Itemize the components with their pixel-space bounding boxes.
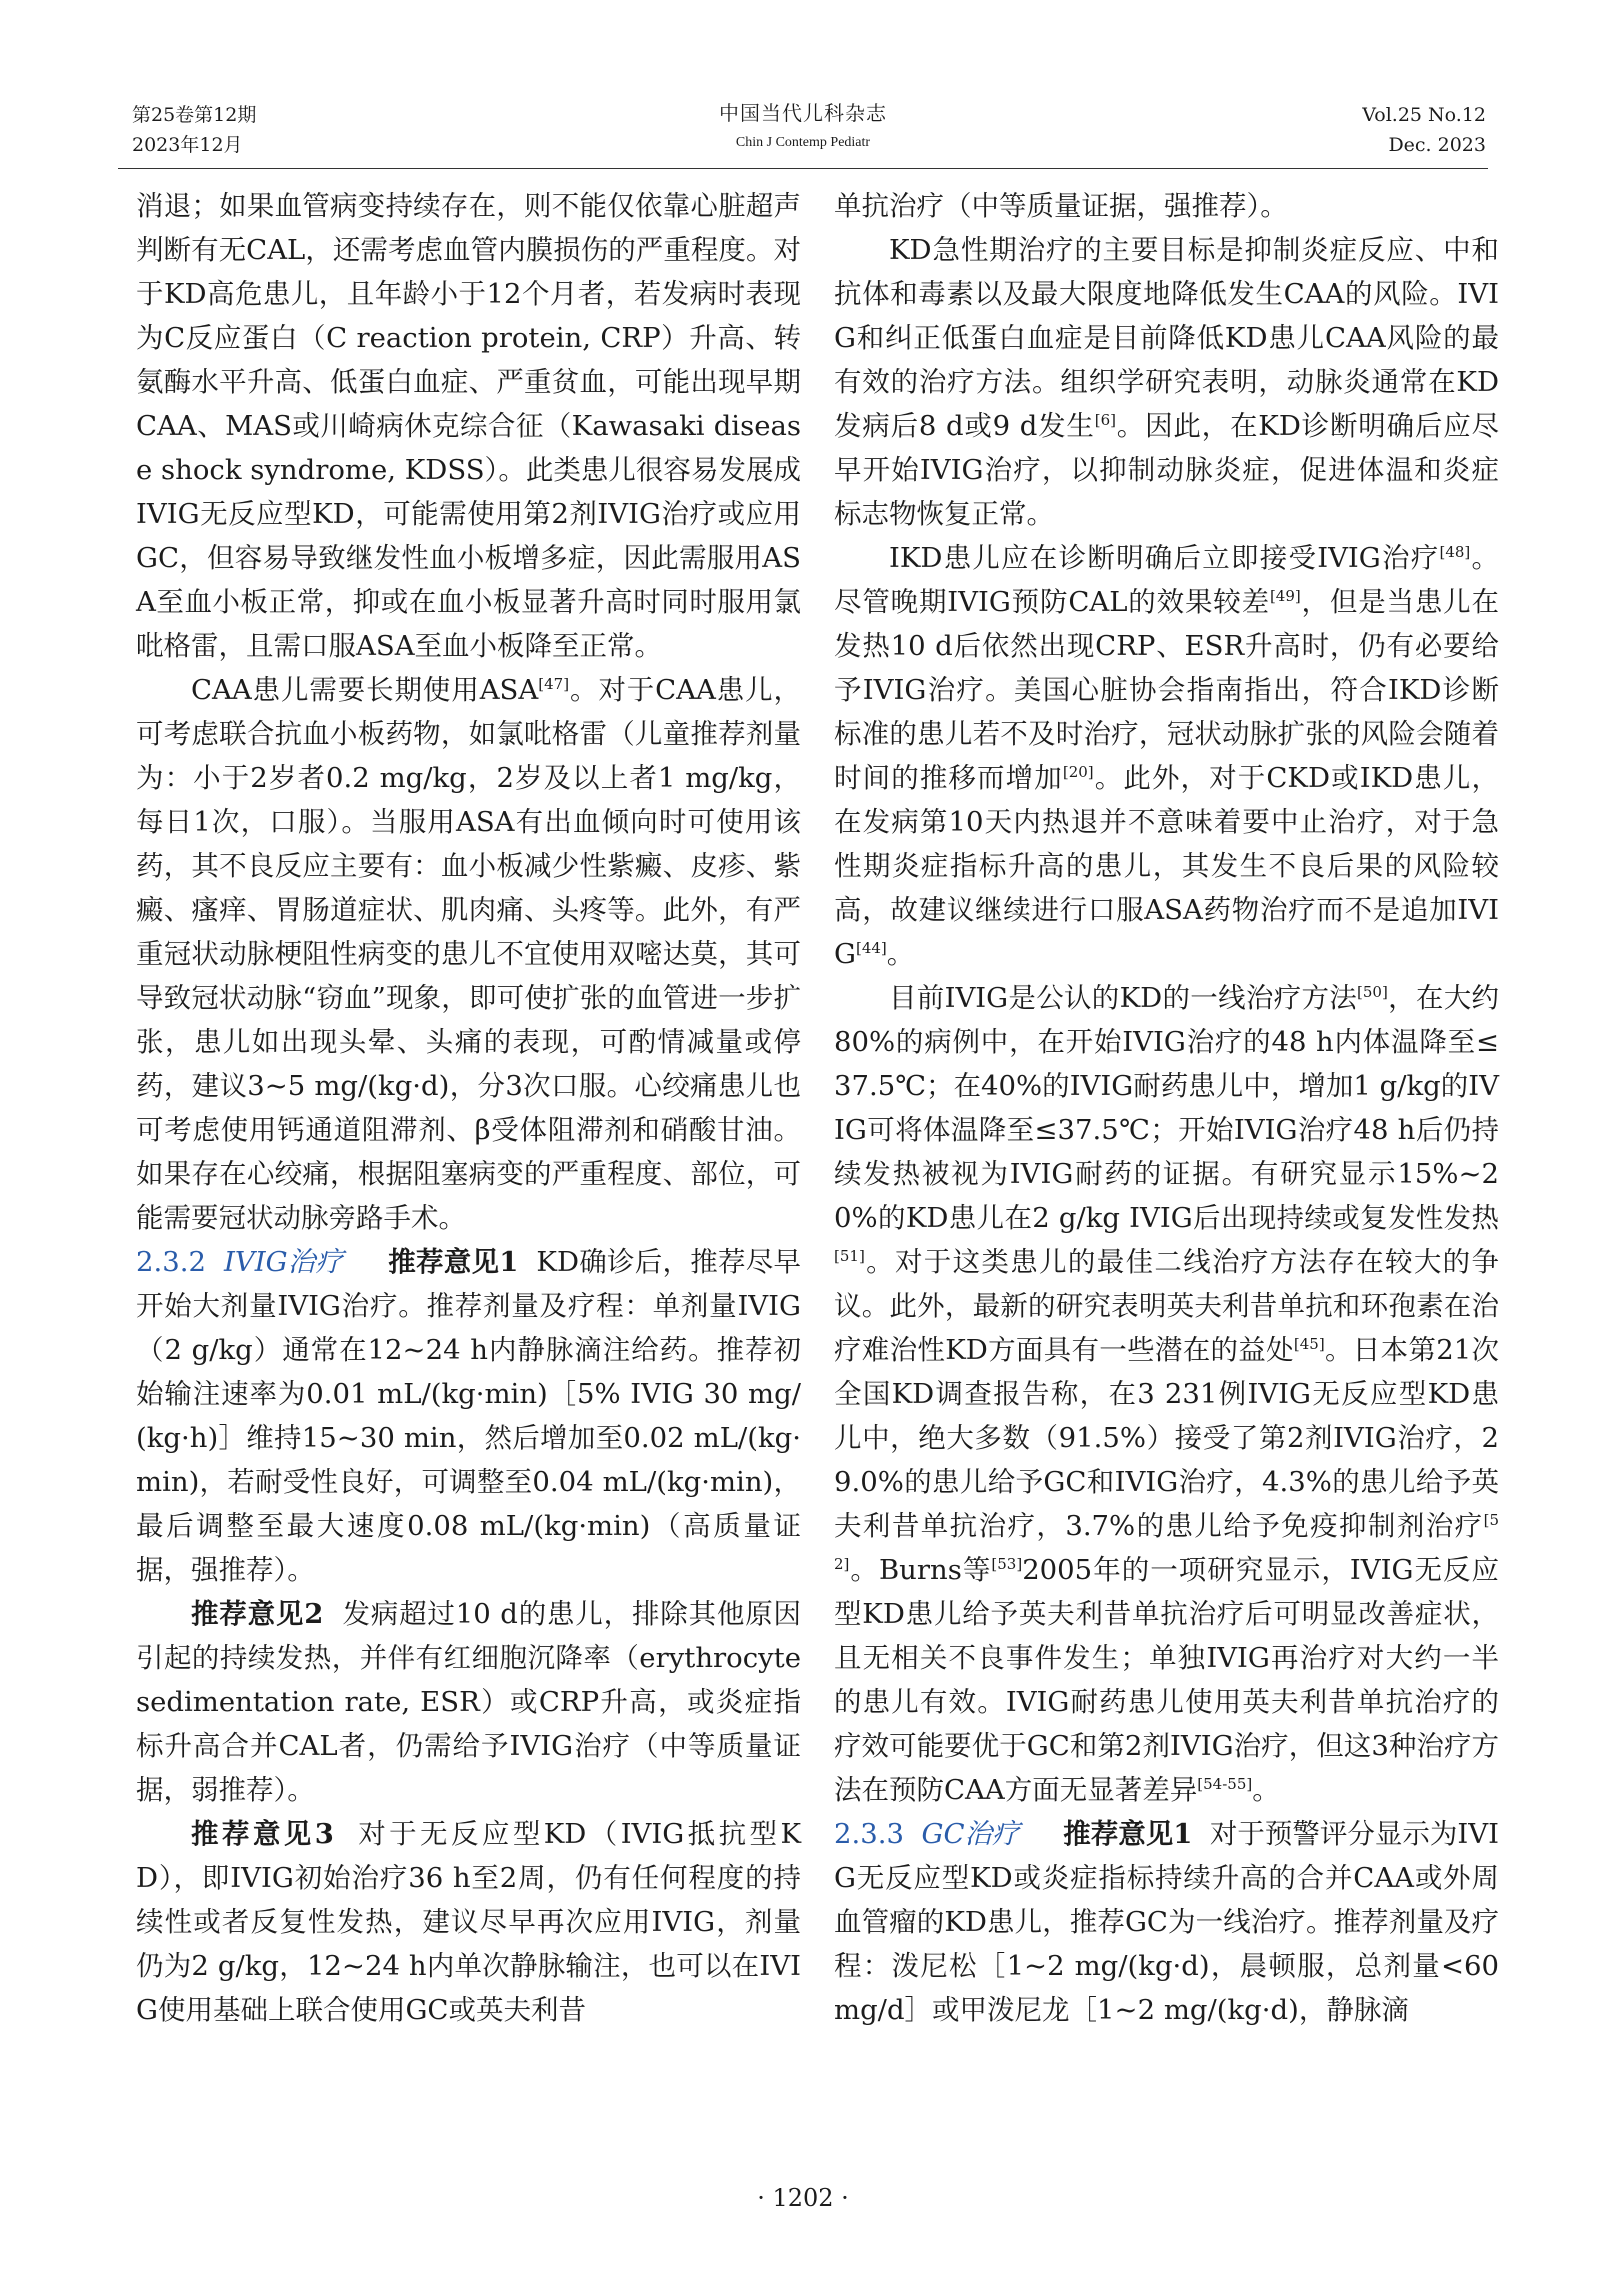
citation: [47] — [538, 674, 570, 693]
citation: [20] — [1062, 762, 1094, 781]
volume-issue-en: Vol.25 No.12 — [1362, 104, 1486, 126]
citation: [52] — [834, 1510, 1499, 1573]
volume-issue: 第25卷第12期 — [132, 104, 257, 126]
running-header — [118, 96, 1488, 169]
right-column — [834, 184, 1499, 2032]
citation: [50] — [1357, 982, 1388, 1001]
citation: [54-55] — [1197, 1774, 1253, 1793]
paragraph: CAA患儿需要长期使用ASA[47]。对于CAA患儿，可考虑联合抗血小板药物，如氯吡格雷（儿童推荐剂量为：小于2岁者0.2 mg/kg，2岁及以上者1 mg/kg，每日1次，口服）。当服用ASA有出血倾向时可使用该药，其不良反应主要有：血小板减少性紫癜、皮疹、紫癜、瘙痒、胃肠道症状、肌肉痛、头疼等。此外，有严重冠状动脉梗阻性病变的患儿不宜使用双嘧达莫，其可导致冠状动脉“窃血”现象，即可使扩张的血管进一步扩张，患儿如出现头晕、头痛的表现，可酌情减量或停药，建议3~5 mg/(kg·d)，分3次口服。心绞痛患儿也可考虑使用钙通道阻滞剂、β受体阻滞剂和硝酸甘油。如果存在心绞痛，根据阻塞病变的严重程度、部位，可能需要冠状动脉旁路手术。 — [136, 674, 801, 1234]
journal-title-cn: 中国当代儿科杂志 — [719, 101, 887, 125]
publication-date-cn: 2023年12月 — [132, 134, 243, 156]
citation: [6] — [1094, 410, 1116, 429]
recommendation-3: 推荐意见3 对于无反应型KD（IVIG抵抗型KD），即IVIG初始治疗36 h至2周，仍有任何程度的持续性或者反复性发热，建议尽早再次应用IVIG，剂量仍为2 g/kg，12~24 h内单次静脉输注，也可以在IVIG使用基础上联合使用GC或英夫利昔 — [136, 1818, 801, 2026]
journal-title-en: Chin J Contemp Pediatr — [735, 135, 871, 150]
paragraph: 单抗治疗（中等质量证据，强推荐）。 — [834, 190, 1288, 222]
paragraph: IKD患儿应在诊断明确后立即接受IVIG治疗[48]。尽管晚期IVIG预防CAL的效果较差[49]，但是当患儿在发热10 d后依然出现CRP、ESR升高时，仍有必要给予IVIG治疗。美国心脏协会指南指出，符合IKD诊断标准的患儿若不及时治疗，冠状动脉扩张的风险会随着时间的推移而增加[20]。此外，对于CKD或IKD患儿，在发病第10天内热退并不意味着要中止治疗，对于急性期炎症指标升高的患儿，其发生不良后果的风险较高，故建议继续进行口服ASA药物治疗而不是追加IVIG[44]。 — [834, 542, 1500, 970]
recommendation-label: 推荐意见2 — [191, 1598, 324, 1630]
section-2-3-2: 2.3.2 IVIG治疗 推荐意见1 KD确诊后，推荐尽早开始大剂量IVIG治疗。推荐剂量及疗程：单剂量IVIG（2 g/kg）通常在12~24 h内静脉滴注给药。推荐初始输注速率为0.01 mL/(kg·min)［5% IVIG 30 mg/(kg·h)］维持15~30 min，然后增加至0.02 mL/(kg·min)，若耐受性良好，可调整至0.04 mL/(kg·min)，最后调整至最大速度0.08 mL/(kg·min)（高质量证据，强推荐）。 — [136, 1246, 802, 1586]
citation: [44] — [855, 938, 887, 957]
section-heading: 2.3.3 GC治疗 — [834, 1818, 1020, 1850]
page-number: · 1202 · — [757, 2184, 849, 2212]
citation: [49] — [1269, 586, 1301, 605]
publication-date-en: Dec. 2023 — [1388, 134, 1486, 156]
recommendation-2: 推荐意见2 发病超过10 d的患儿，排除其他原因引起的持续发热，并伴有红细胞沉降率（erythrocyte sedimentation rate, ESR）或CRP升高，或炎症指标升高合并CAL者，仍需给予IVIG治疗（中等质量证据，弱推荐）。 — [136, 1598, 802, 1806]
section-heading: 2.3.2 IVIG治疗 — [136, 1246, 344, 1278]
paragraph: 目前IVIG是公认的KD的一线治疗方法[50]，在大约80%的病例中，在开始IVIG治疗的48 h内体温降至≤37.5℃；在40%的IVIG耐药患儿中，增加1 g/kg的IVIG可将体温降至≤37.5℃；开始IVIG治疗48 h后仍持续发热被视为IVIG耐药的证据。有研究显示15%~20%的KD患儿在2 g/kg IVIG后出现持续或复发性发热[51]。对于这类患儿的最佳二线治疗方法存在较大的争议。此外，最新的研究表明英夫利昔单抗和环孢素在治疗难治性KD方面具有一些潜在的益处[45]。日本第21次全国KD调查报告称，在3 231例IVIG无反应型KD患儿中，绝大多数（91.5%）接受了第2剂IVIG治疗，29.0%的患儿给予GC和IVIG治疗，4.3%的患儿给予英夫利昔单抗治疗，3.7%的患儿给予免疫抑制剂治疗[52]。Burns等[53]2005年的一项研究显示，IVIG无反应型KD患儿给予英夫利昔单抗治疗后可明显改善症状，且无相关不良事件发生；单独IVIG再治疗对大约一半的患儿有效。IVIG耐药患儿使用英夫利昔单抗治疗的疗效可能要优于GC和第2剂IVIG治疗，但这3种治疗方法在预防CAA方面无显著差异[54-55]。 — [834, 982, 1500, 1806]
recommendation-label: 推荐意见1 — [388, 1246, 519, 1278]
paragraph: 消退；如果血管病变持续存在，则不能仅依靠心脏超声判断有无CAL，还需考虑血管内膜损伤的严重程度。对于KD高危患儿，且年龄小于12个月者，若发病时表现为C反应蛋白（C reaction protein, CRP）升高、转氨酶水平升高、低蛋白血症、严重贫血，可能出现早期CAA、MAS或川崎病休克综合征（Kawasaki disease shock syndrome, KDSS）。此类患儿很容易发展成IVIG无反应型KD，可能需使用第2剂IVIG治疗或应用GC，但容易导致继发性血小板增多症，因此需服用ASA至血小板正常，抑或在血小板显著升高时同时服用氯吡格雷，且需口服ASA至血小板降至正常。 — [136, 190, 801, 662]
citation: [51] — [834, 1246, 865, 1265]
paragraph: KD急性期治疗的主要目标是抑制炎症反应、中和抗体和毒素以及最大限度地降低发生CAA的风险。IVIG和纠正低蛋白血症是目前降低KD患儿CAA风险的最有效的治疗方法。组织学研究表明，动脉炎通常在KD发病后8 d或9 d发生[6]。因此，在KD诊断明确后应尽早开始IVIG治疗，以抑制动脉炎症，促进体温和炎症标志物恢复正常。 — [834, 234, 1499, 530]
citation: [45] — [1293, 1334, 1325, 1353]
citation: [53] — [991, 1554, 1023, 1573]
recommendation-label: 推荐意见1 — [1063, 1818, 1193, 1850]
section-2-3-3: 2.3.3 GC治疗 推荐意见1 对于预警评分显示为IVIG无反应型KD或炎症指标持续升高的合并CAA或外周血管瘤的KD患儿，推荐GC为一线治疗。推荐剂量及疗程：泼尼松［1~2 mg/(kg·d)，晨顿服，总剂量<60 mg/d］或甲泼尼龙［1~2 mg/(kg·d)，静脉滴 — [834, 1818, 1500, 2026]
recommendation-label: 推荐意见3 — [191, 1818, 334, 1850]
citation: [48] — [1439, 542, 1471, 561]
left-column — [136, 184, 801, 2032]
